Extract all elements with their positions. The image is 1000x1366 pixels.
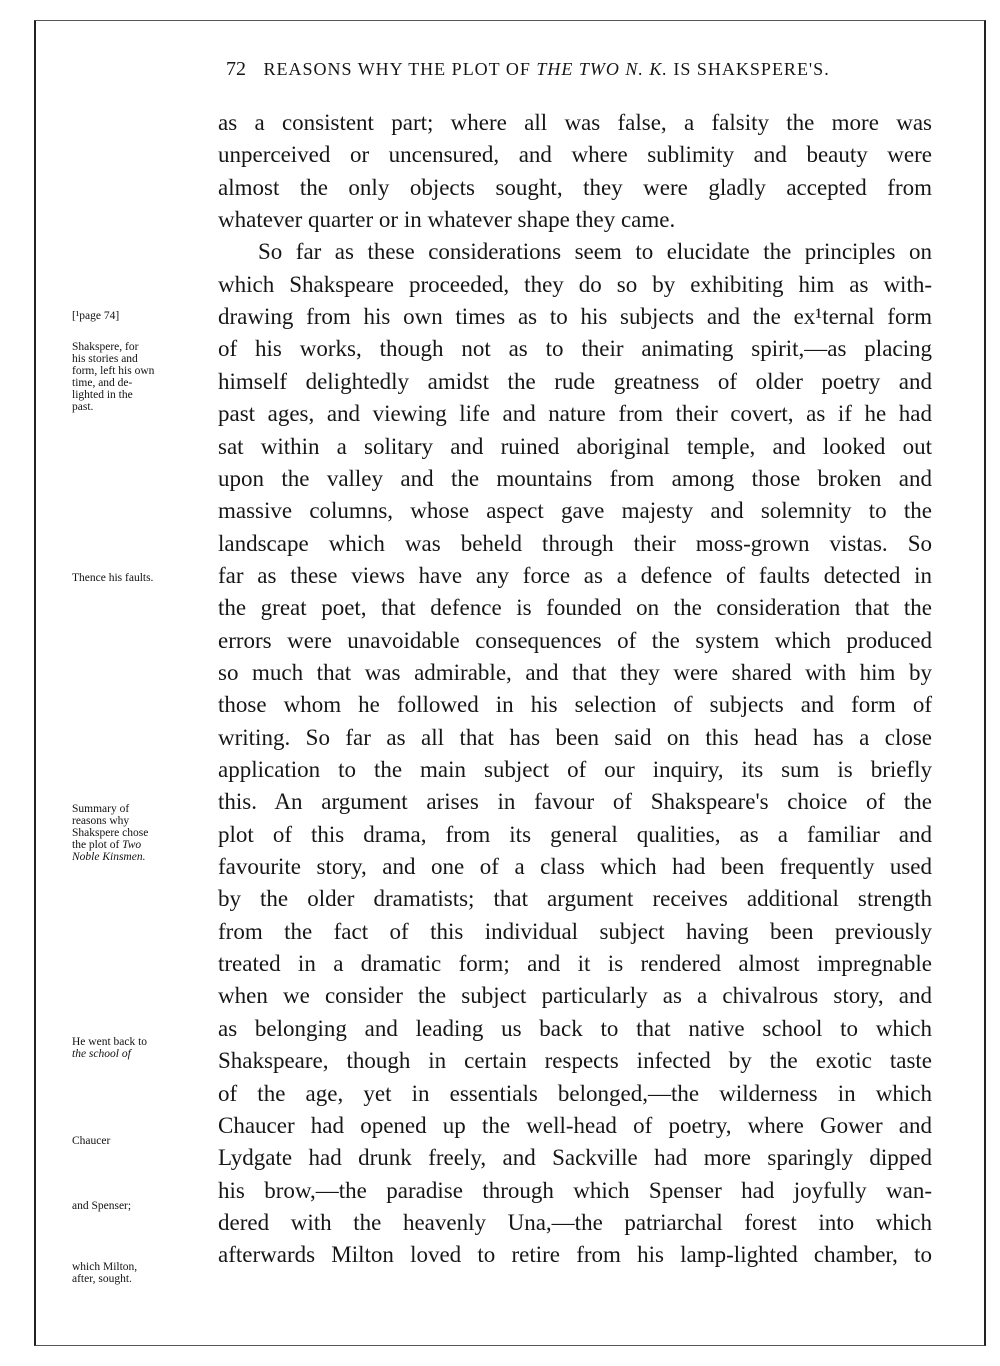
note-line: reasons why bbox=[72, 815, 130, 827]
text-line: upon the valley and the mountains from among those broken and bbox=[218, 465, 932, 491]
text-line: Shakspeare, though in certain respects infected by the exotic taste bbox=[218, 1048, 932, 1074]
text-line: errors were unavoidable consequences of the system which produced bbox=[218, 627, 932, 653]
text-line: drawing from his own times as to his subjects and the ex¹ternal form bbox=[218, 304, 932, 330]
header-title-part2: IS SHAKSPERE'S. bbox=[673, 59, 830, 79]
header-title-part1: REASONS WHY THE PLOT OF bbox=[263, 59, 531, 79]
text-line: landscape which was beheld through their moss-grown vistas. So bbox=[218, 530, 932, 556]
text-line: far as these views have any force as a defence of faults detected in bbox=[218, 562, 932, 588]
text-line: afterwards Milton loved to retire from his lamp-lighted chamber, to bbox=[218, 1242, 932, 1268]
note-line: after, sought. bbox=[72, 1273, 132, 1285]
note-line: which Milton, bbox=[72, 1261, 138, 1273]
text-line: when we consider the subject particularly as a chivalrous story, and bbox=[218, 983, 932, 1009]
text-line: whatever quarter or in whatever shape they came. bbox=[218, 207, 676, 233]
margin-note-faults: Thence his faults. bbox=[72, 572, 154, 584]
text-line: his brow,—the paradise through which Spenser had joyfully wan- bbox=[218, 1177, 932, 1203]
text-line: application to the main subject of our inquiry, its sum is briefly bbox=[218, 757, 932, 782]
note-line: Shakspere, for bbox=[72, 341, 139, 353]
text-line: almost the only objects sought, they were gladly accepted from bbox=[218, 174, 932, 200]
note-line: his stories and bbox=[72, 353, 138, 365]
text-line: of his works, though not as to their animating spirit,—as placing bbox=[218, 336, 932, 362]
text-line: sat within a solitary and ruined aboriginal temple, and looked out bbox=[218, 433, 932, 459]
text-line: of the age, yet in essentials belonged,—the wilderness in which bbox=[218, 1080, 932, 1106]
note-line: lighted in the bbox=[72, 389, 133, 401]
text-line: So far as these considerations seem to elucidate the principles on bbox=[258, 239, 932, 265]
note-line: Summary of bbox=[72, 803, 130, 815]
text-line: unperceived or uncensured, and where sublimity and beauty were bbox=[218, 142, 932, 168]
text-line: as a consistent part; where all was false, a falsity the more was bbox=[218, 110, 932, 135]
margin-note-milton bbox=[72, 1261, 218, 1285]
margin-note-spenser: and Spenser; bbox=[72, 1200, 132, 1212]
text-line: dered with the heavenly Una,—the patriarchal forest into which bbox=[218, 1209, 932, 1235]
text-line: himself delightedly amidst the rude greatness of older poetry and bbox=[218, 368, 932, 394]
text-line: past ages, and viewing life and nature from their covert, as if he had bbox=[218, 401, 932, 427]
text-line: by the older dramatists; that argument receives additional strength bbox=[218, 886, 932, 912]
margin-note-chaucer: Chaucer bbox=[72, 1135, 111, 1147]
text-line: Chaucer had opened up the well-head of poetry, where Gower and bbox=[218, 1112, 932, 1138]
note-line: form, left his own bbox=[72, 365, 155, 377]
text-line: favourite story, and one of a class which had been frequently used bbox=[218, 854, 932, 880]
text-line: this. An argument arises in favour of Shakspeare's choice of the bbox=[218, 789, 932, 815]
margin-note-school bbox=[72, 1036, 218, 1060]
note-line: past. bbox=[72, 401, 94, 413]
text-line: from the fact of this individual subject having been previously bbox=[218, 918, 932, 944]
page-number: 72 bbox=[226, 58, 246, 80]
text-line: which Shakspeare proceeded, they do so by exhibiting him as with- bbox=[218, 271, 932, 297]
text-line: Lydgate had drunk freely, and Sackville had more sparingly dipped bbox=[218, 1145, 932, 1171]
text-line: those whom he followed in his selection of subjects and form of bbox=[218, 692, 932, 718]
note-line: the school of bbox=[72, 1048, 131, 1060]
margin-note-past bbox=[72, 341, 218, 413]
note-line: the plot of Two bbox=[72, 839, 142, 851]
text-line: plot of this drama, from its general qualities, as a familiar and bbox=[218, 821, 932, 847]
note-line: time, and de- bbox=[72, 377, 133, 389]
text-line: treated in a dramatic form; and it is rendered almost impregnable bbox=[218, 951, 932, 977]
text-line: massive columns, whose aspect gave majesty and solemnity to the bbox=[218, 498, 932, 524]
running-header bbox=[226, 58, 926, 81]
note-line: Shakspere chose bbox=[72, 827, 149, 839]
note-line: Noble Kinsmen. bbox=[72, 851, 146, 863]
text-line: as belonging and leading us back to that native school to which bbox=[218, 1015, 932, 1041]
text-line: the great poet, that defence is founded on the consideration that the bbox=[218, 595, 932, 621]
note-line: He went back to bbox=[72, 1036, 148, 1048]
margin-note-page-ref: [¹page 74] bbox=[72, 310, 120, 322]
text-line: writing. So far as all that has been said on this head has a close bbox=[218, 724, 932, 750]
header-title-italic: THE TWO N. K. bbox=[536, 59, 668, 79]
margin-note-summary bbox=[72, 803, 218, 863]
text-line: so much that was admirable, and that they were shared with him by bbox=[218, 659, 932, 685]
